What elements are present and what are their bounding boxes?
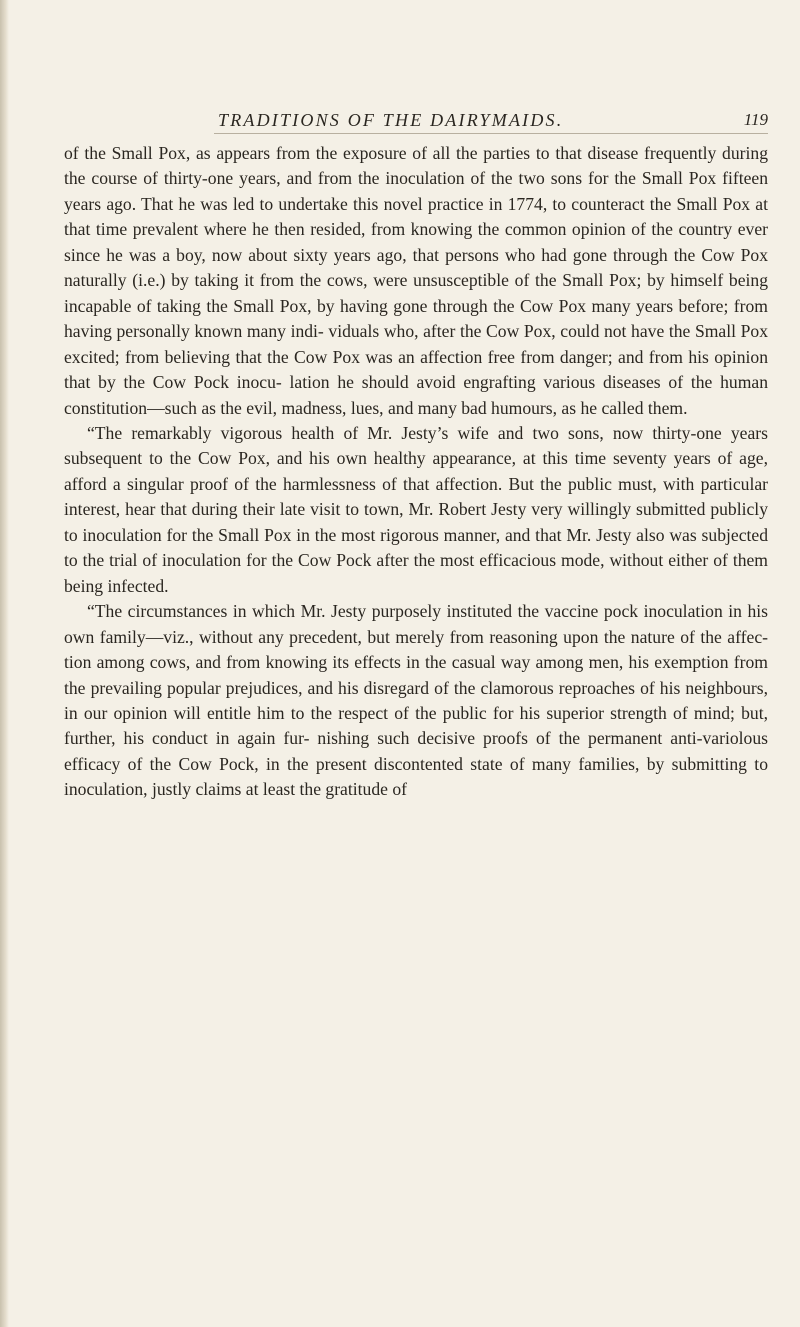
running-head: TRADITIONS OF THE DAIRYMAIDS. [218,110,564,130]
paragraph-continued: of the Small Pox, as appears from the exposure of all the parties to that disease frequently during the course of thirty-one years, and from the inoculation of the two sons for the Small Pox fifteen years ago. That he was led to undertake this novel practice in 1774, to counteract the Small Pox at that time prevalent where he then resided, from knowing the common opinion of the country ever since he was a boy, now about sixty years ago, that persons who had gone through the Cow Pox naturally (i.e.) by taking it from the cows, were unsusceptible of the Small Pox; by himself being incapable of taking the Small Pox, by having gone through the Cow Pox many years before; from having personally known many indi- viduals who, after the Cow Pox, could not have the Small Pox excited; from believing that the Cow Pox was an affection free from danger; and from his opinion that by the Cow Pock inocu- lation he should avoid engrafting various diseases of the human constitution—such as the evil, madness, lues, and many bad humours, as he called them. [64,143,768,418]
page-number: 119 [743,110,768,129]
paragraph-jesty-health: “The remarkably vigorous health of Mr. Jesty’s wife and two sons, now thirty-one years subsequent to the Cow Pox, and his own healthy appearance, at this time seventy years of age, afford a singular proof of the harmlessness of that affection. But the public must, with particular interest, hear that during their late visit to town, Mr. Robert Jesty very willingly submitted publicly to inoculation for the Small Pox in the most rigorous manner, and that Mr. Jesty also was subjected to the trial of inoculation for the Cow Pock after the most efficacious mode, without either of them being infected. [64,422,768,596]
header-rule [214,133,768,134]
page-binding-edge [0,0,9,1327]
paragraph-circumstances: “The circumstances in which Mr. Jesty purposely instituted the vaccine pock inoculation in his own family—viz., without any precedent, but merely from reasoning upon the nature of the affec- tion among cows, and from knowing its effects in the casual way among men, his exemption from the prevailing popular prejudices, and his disregard of the clamorous reproaches of his neighbours, in our opinion will entitle him to the respect of the public for his superior strength of mind; but, further, his conduct in again fur- nishing such decisive proofs of the permanent anti-variolous efficacy of the Cow Pock, in the present discontented state of many families, by submitting to inoculation, justly claims at least the gratitude of [64,601,768,800]
body-text [64,141,768,803]
page-header [64,106,768,140]
